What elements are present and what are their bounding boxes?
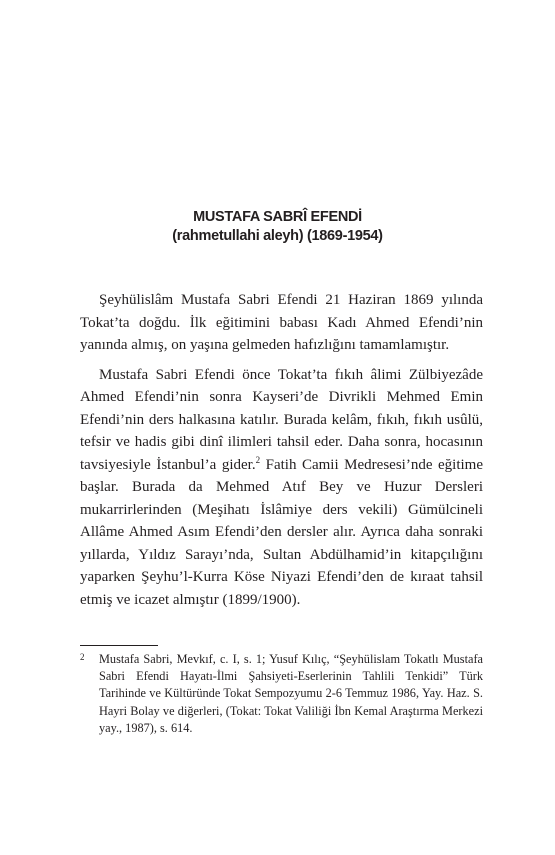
paragraph-1-text: Şeyhülislâm Mustafa Sabri Efendi 21 Haziran 1869 yılında Tokat’ta doğdu. İlk eğitimini babası Kadı Ahmed Efendi’nin yanında almış, on yaşına gelmeden hafızlığını tamamlamıştır.: [80, 292, 483, 353]
footnote-reference: 2: [255, 454, 261, 465]
chapter-title: MUSTAFA SABRÎ EFENDİ: [193, 209, 362, 225]
footnote-separator: [80, 645, 158, 646]
paragraph-1: [80, 289, 483, 357]
body-text: [80, 289, 483, 618]
chapter-heading: [0, 208, 555, 246]
paragraph-2-text-after-ref: Fatih Camii Medresesi’nde eğitime başlar. Burada da Mehmed Atıf Bey ve Huzur Dersleri mukarrirlerinden (Meşihatı İslâmiye ders vekili) Gümülcineli Allâme Ahmed Asım Efendi’den dersler alır. Ayrıca daha sonraki yıllarda, Yıldız Sarayı’nda, Sultan Abdülhamid’in kitapçılığını yaparken Şeyhu’l-Kurra Köse Niyazi Efendi’den de kıraat tahsil etmiş ve icazet almıştır (1899/1900).: [80, 456, 483, 608]
footnote-number: 2: [80, 652, 85, 662]
paragraph-2-text-before-ref: Mustafa Sabri Efendi önce Tokat’ta fıkıh âlimi Zülbiyezâde Ahmed Efendi’nin sonra Kayseri’de Divrikli Mehmed Emin Efendi’nin ders halkasına katılır. Burada kelâm, fıkıh, fıkıh usûlü, tefsir ve hadis gibi dinî ilimleri tahsil eder. Daha sonra, hocasının tavsiyesiyle İstanbul’a gider.: [80, 366, 483, 473]
footnote-text: Mustafa Sabri, Mevkıf, c. I, s. 1; Yusuf Kılıç, “Şeyhülislam Tokatlı Mustafa Sabri Efendi Hayatı-İlmi Şahsiyeti-Eserlerinin Tahlili Tenkidi” Türk Tarihinde ve Kültüründe Tokat Sempozyumu 2-6 Temmuz 1986, Yay. Haz. S. Hayri Bolay ve diğerleri, (Tokat: Tokat Valiliği İbn Kemal Araştırma Merkezi yay., 1987), s. 614.: [99, 652, 483, 735]
paragraph-2: [80, 364, 483, 612]
footnote: [80, 651, 483, 737]
chapter-subtitle: (rahmetullahi aleyh) (1869-1954): [172, 228, 383, 244]
